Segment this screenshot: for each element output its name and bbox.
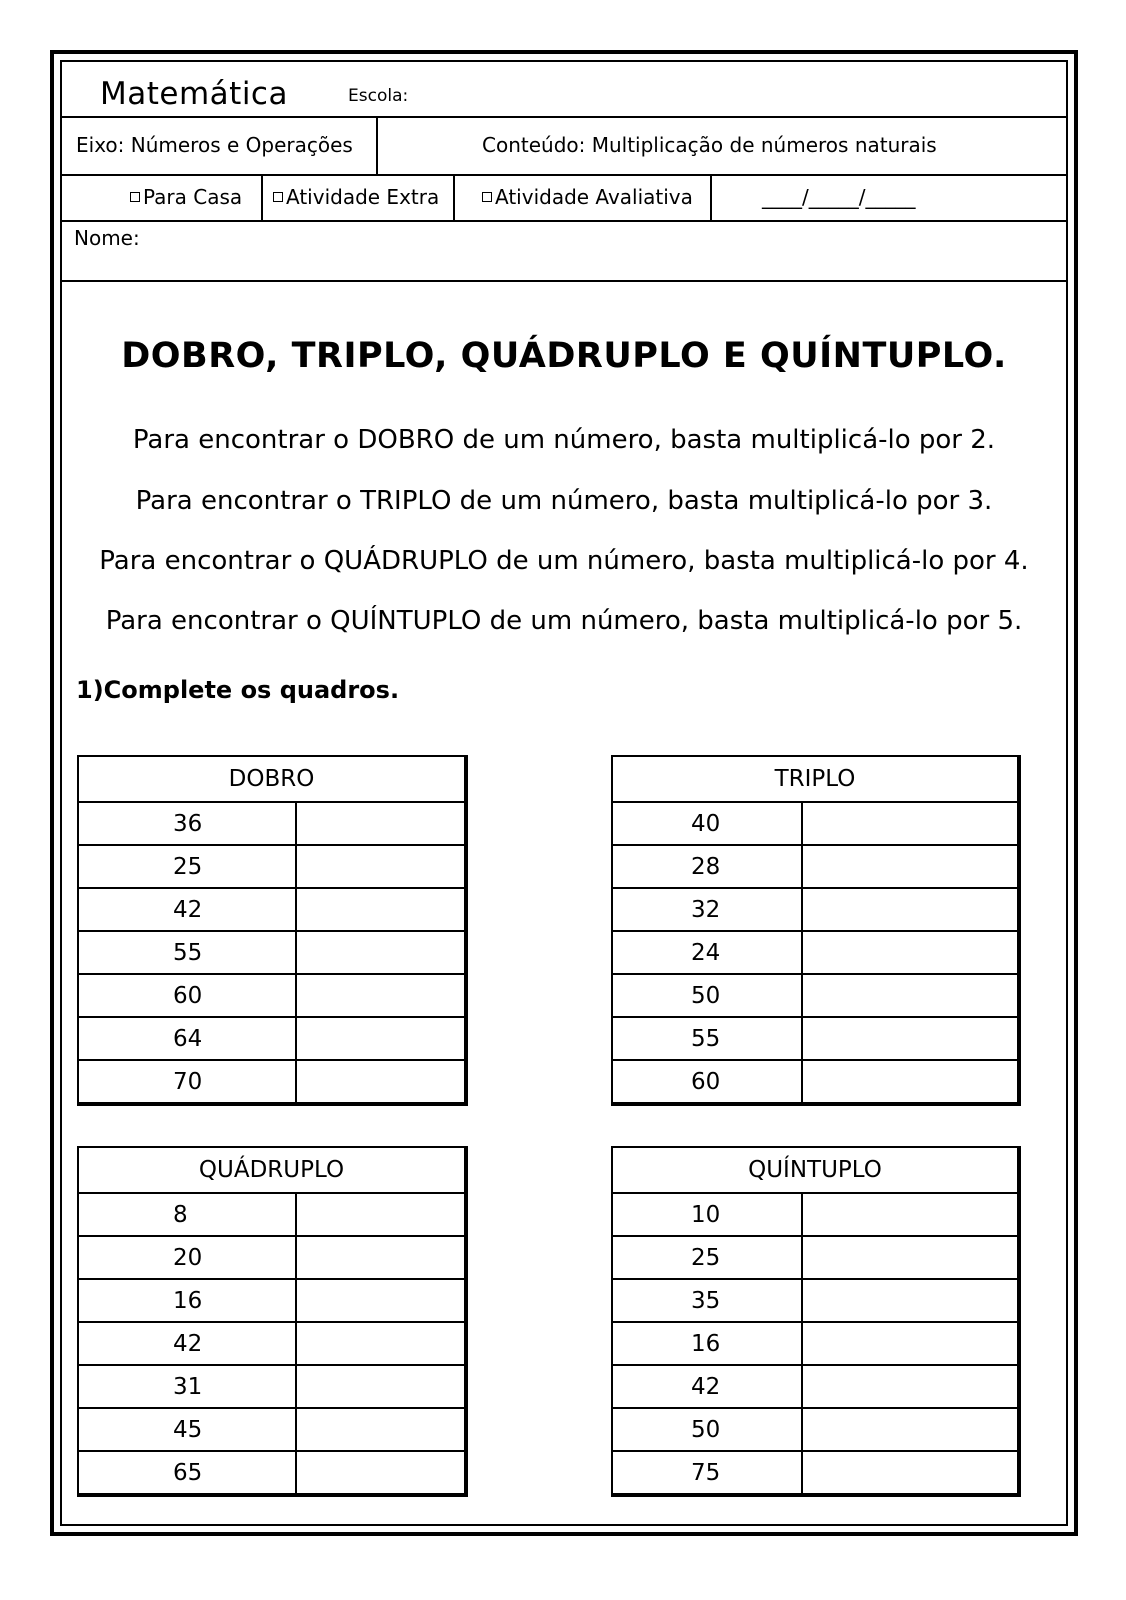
table-row — [78, 845, 466, 888]
option-label: Atividade Extra — [286, 185, 440, 209]
subject-title: Matemática — [100, 76, 288, 112]
answer-cell[interactable] — [802, 1451, 1019, 1495]
table-row — [612, 1451, 1019, 1495]
table-row — [612, 1365, 1019, 1408]
checkbox-icon — [130, 192, 140, 202]
table-row — [78, 1408, 466, 1451]
answer-cell[interactable] — [802, 1279, 1019, 1322]
table-row — [612, 802, 1019, 845]
number-cell: 55 — [78, 931, 296, 974]
table-row — [612, 845, 1019, 888]
table-row — [612, 1408, 1019, 1451]
table-row — [612, 931, 1019, 974]
table-quintuplo — [611, 1146, 1021, 1497]
table-row — [612, 1236, 1019, 1279]
number-cell: 42 — [78, 888, 296, 931]
table-row — [78, 1279, 466, 1322]
table-row — [78, 1193, 466, 1236]
table-title: QUÍNTUPLO — [612, 1147, 1019, 1193]
number-cell: 8 — [78, 1193, 296, 1236]
number-cell: 64 — [78, 1017, 296, 1060]
number-cell: 36 — [78, 802, 296, 845]
number-cell: 25 — [78, 845, 296, 888]
table-title: TRIPLO — [612, 756, 1019, 802]
answer-cell[interactable] — [296, 1279, 466, 1322]
checkbox-icon — [482, 192, 492, 202]
answer-cell[interactable] — [802, 888, 1019, 931]
table-dobro — [77, 755, 468, 1106]
rule-triple: Para encontrar o TRIPLO de um número, basta multiplicá-lo por 3. — [135, 486, 993, 516]
table-row — [78, 1236, 466, 1279]
header-divider — [261, 176, 263, 220]
table-row — [78, 802, 466, 845]
answer-cell[interactable] — [802, 802, 1019, 845]
table-row — [78, 1060, 466, 1104]
header-divider — [710, 176, 712, 220]
answer-cell[interactable] — [296, 1060, 466, 1104]
number-cell: 75 — [612, 1451, 802, 1495]
number-cell: 60 — [78, 974, 296, 1017]
answer-cell[interactable] — [802, 931, 1019, 974]
number-cell: 50 — [612, 1408, 802, 1451]
answer-cell[interactable] — [296, 845, 466, 888]
header-divider — [376, 118, 378, 174]
date-field[interactable]: ____/_____/_____ — [762, 185, 916, 209]
number-cell: 45 — [78, 1408, 296, 1451]
answer-cell[interactable] — [802, 1365, 1019, 1408]
answer-cell[interactable] — [296, 1017, 466, 1060]
table-row — [78, 1451, 466, 1495]
content-label: Conteúdo: Multiplicação de números naturais — [482, 133, 937, 157]
rule-quintuple: Para encontrar o QUÍNTUPLO de um número, basta multiplicá-lo por 5. — [105, 606, 1023, 636]
table-row — [612, 1322, 1019, 1365]
option-para-casa[interactable] — [130, 185, 242, 209]
table-row — [612, 1060, 1019, 1104]
table-row — [612, 1017, 1019, 1060]
question-1: 1)Complete os quadros. — [76, 676, 400, 704]
answer-cell[interactable] — [296, 802, 466, 845]
answer-cell[interactable] — [296, 1193, 466, 1236]
number-cell: 42 — [78, 1322, 296, 1365]
table-row — [78, 974, 466, 1017]
answer-cell[interactable] — [802, 974, 1019, 1017]
option-label: Para Casa — [143, 185, 243, 209]
number-cell: 31 — [78, 1365, 296, 1408]
table-triplo — [611, 755, 1021, 1106]
option-label: Atividade Avaliativa — [495, 185, 693, 209]
number-cell: 25 — [612, 1236, 802, 1279]
answer-cell[interactable] — [296, 888, 466, 931]
answer-cell[interactable] — [296, 1408, 466, 1451]
answer-cell[interactable] — [802, 1236, 1019, 1279]
table-row — [612, 974, 1019, 1017]
header-row-options — [62, 176, 1066, 222]
answer-cell[interactable] — [296, 1451, 466, 1495]
number-cell: 24 — [612, 931, 802, 974]
number-cell: 70 — [78, 1060, 296, 1104]
school-label: Escola: — [348, 86, 409, 106]
answer-cell[interactable] — [802, 1060, 1019, 1104]
number-cell: 20 — [78, 1236, 296, 1279]
option-atividade-avaliativa[interactable] — [482, 185, 693, 209]
checkbox-icon — [273, 192, 283, 202]
answer-cell[interactable] — [296, 1322, 466, 1365]
table-row — [612, 1193, 1019, 1236]
header-row-subject — [62, 62, 1066, 118]
option-atividade-extra[interactable] — [273, 185, 439, 209]
number-cell: 28 — [612, 845, 802, 888]
table-row — [612, 1279, 1019, 1322]
number-cell: 42 — [612, 1365, 802, 1408]
table-row — [78, 888, 466, 931]
number-cell: 16 — [78, 1279, 296, 1322]
answer-cell[interactable] — [802, 845, 1019, 888]
number-cell: 32 — [612, 888, 802, 931]
table-row — [78, 1017, 466, 1060]
page-title: DOBRO, TRIPLO, QUÁDRUPLO E QUÍNTUPLO. — [121, 336, 1007, 376]
answer-cell[interactable] — [296, 974, 466, 1017]
number-cell: 50 — [612, 974, 802, 1017]
answer-cell[interactable] — [802, 1193, 1019, 1236]
answer-cell[interactable] — [296, 1365, 466, 1408]
table-row — [78, 1365, 466, 1408]
table-row — [612, 888, 1019, 931]
header-row-axis — [62, 118, 1066, 176]
table-row — [78, 931, 466, 974]
number-cell: 60 — [612, 1060, 802, 1104]
number-cell: 35 — [612, 1279, 802, 1322]
number-cell: 40 — [612, 802, 802, 845]
answer-cell[interactable] — [296, 931, 466, 974]
table-row — [78, 1322, 466, 1365]
table-title: DOBRO — [78, 756, 466, 802]
name-label: Nome: — [74, 226, 140, 250]
number-cell: 55 — [612, 1017, 802, 1060]
answer-cell[interactable] — [802, 1322, 1019, 1365]
answer-cell[interactable] — [802, 1017, 1019, 1060]
answer-cell[interactable] — [296, 1236, 466, 1279]
answer-cell[interactable] — [802, 1408, 1019, 1451]
axis-label: Eixo: Números e Operações — [76, 133, 353, 157]
number-cell: 10 — [612, 1193, 802, 1236]
rule-double: Para encontrar o DOBRO de um número, basta multiplicá-lo por 2. — [132, 425, 996, 455]
number-cell: 16 — [612, 1322, 802, 1365]
header-divider — [453, 176, 455, 220]
table-quadruplo — [77, 1146, 468, 1497]
header-row-name — [62, 222, 1066, 282]
table-title: QUÁDRUPLO — [78, 1147, 466, 1193]
number-cell: 65 — [78, 1451, 296, 1495]
rule-quadruple: Para encontrar o QUÁDRUPLO de um número, basta multiplicá-lo por 4. — [99, 546, 1029, 576]
